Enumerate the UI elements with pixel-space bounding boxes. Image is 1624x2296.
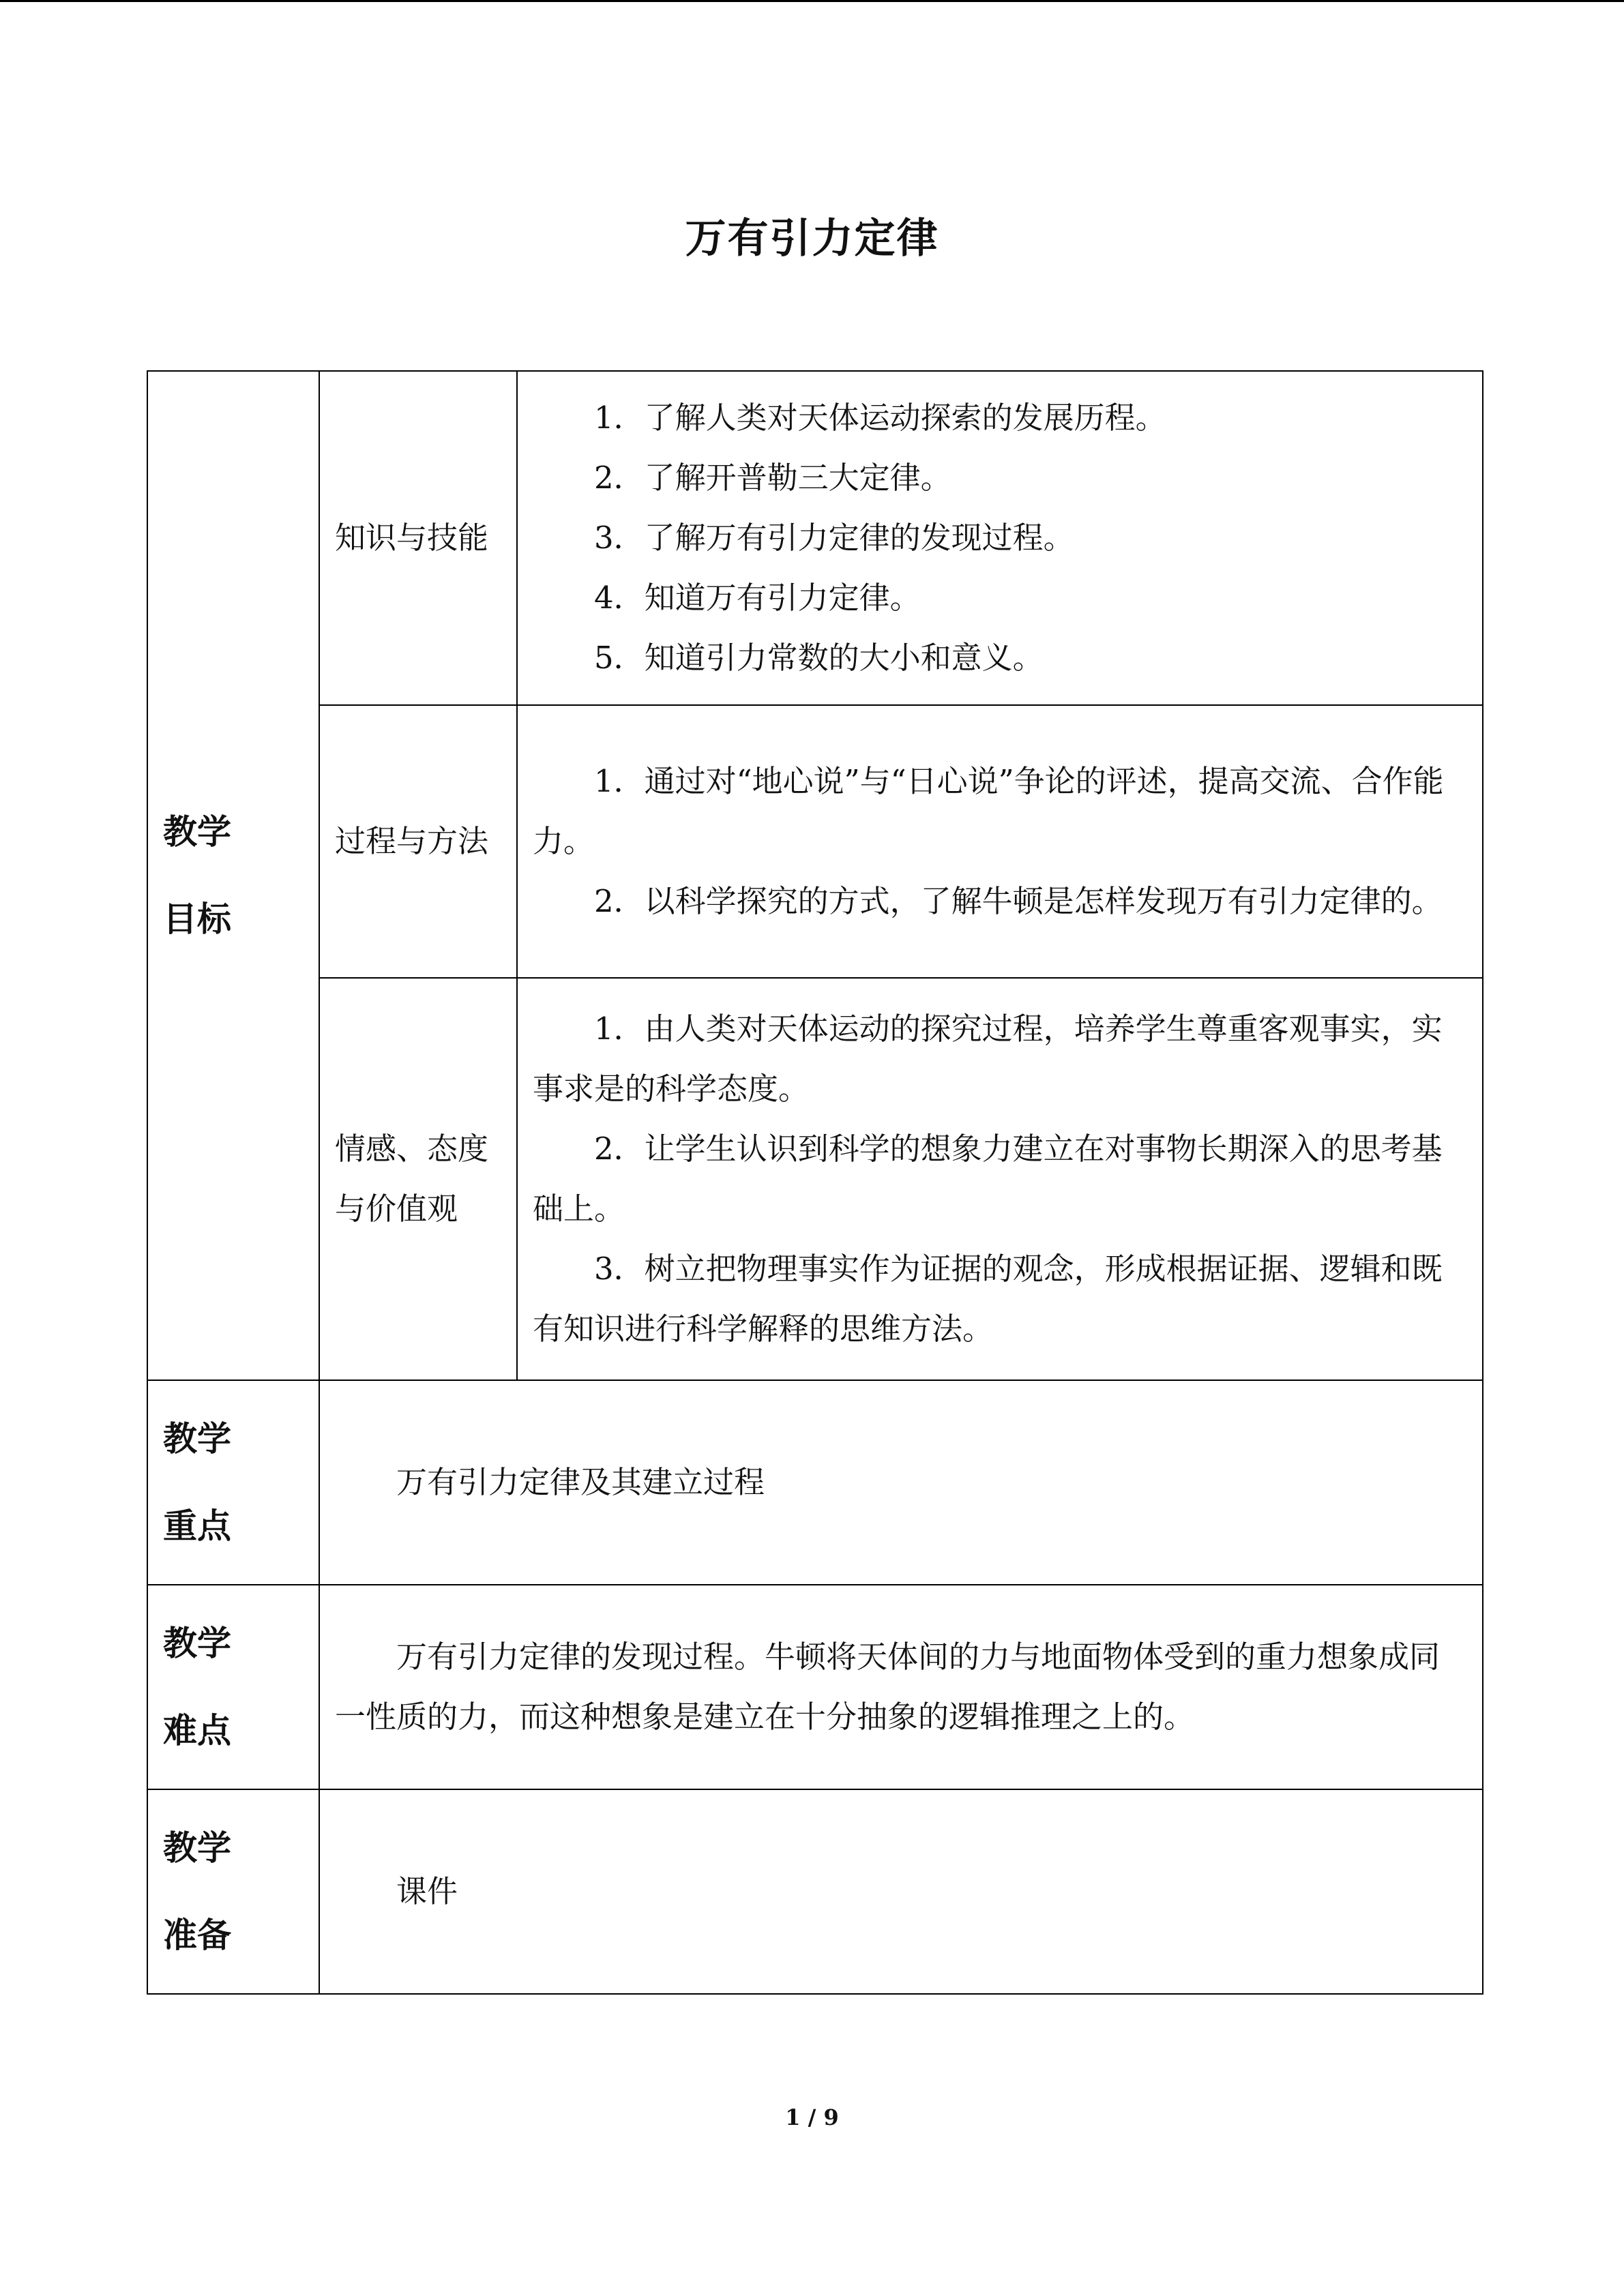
key-points-content: 万有引力定律及其建立过程 [319,1380,1483,1585]
knowledge-item: 5．知道引力常数的大小和意义。 [594,640,1044,676]
key-points-heading: 教学 重点 [147,1380,319,1585]
attitude-item: 1．由人类对天体运动的探究过程，培养学生尊重客观事实，实事求是的科学态度。 [533,1011,1443,1107]
knowledge-item: 2．了解开普勒三大定律。 [594,460,951,496]
attitude-label: 情感、态度 与价值观 [319,978,517,1380]
key-points-row [147,1380,1483,1585]
attitude-content [517,978,1483,1380]
difficulties-content: 万有引力定律的发现过程。牛顿将天体间的力与地面物体受到的重力想象成同一性质的力，而这种想象是建立在十分抽象的逻辑推理之上的。 [319,1585,1483,1789]
process-item: 2．以科学探究的方式，了解牛顿是怎样发现万有引力定律的。 [594,883,1443,919]
objectives-heading-line-1: 教学 [163,812,231,852]
knowledge-label: 知识与技能 [319,371,517,705]
objectives-heading [147,371,319,1380]
process-item: 1．通过对“地心说”与“日心说”争论的评述，提高交流、合作能力。 [533,763,1444,859]
attitude-item: 2．让学生认识到科学的想象力建立在对事物长期深入的思考基础上。 [533,1131,1443,1227]
objectives-heading-line-2: 目标 [163,899,231,939]
preparation-content: 课件 [319,1789,1483,1994]
knowledge-item: 1．了解人类对天体运动探索的发展历程。 [594,400,1166,436]
difficulties-heading: 教学 难点 [147,1585,319,1789]
attitude-item: 3．树立把物理事实作为证据的观念，形成根据证据、逻辑和既有知识进行科学解释的思维方法。 [533,1251,1443,1347]
process-content [517,705,1483,978]
top-border-line [0,0,1624,2]
knowledge-item: 3．了解万有引力定律的发现过程。 [594,520,1074,556]
knowledge-item: 4．知道万有引力定律。 [594,580,921,616]
preparation-row [147,1789,1483,1994]
objectives-attitude-row [147,978,1483,1380]
page-number: 1 / 9 [785,2104,839,2130]
preparation-heading: 教学 准备 [147,1789,319,1994]
objectives-knowledge-row [147,371,1483,705]
document-title: 万有引力定律 [685,215,939,263]
objectives-process-row [147,705,1483,978]
process-label: 过程与方法 [319,705,517,978]
knowledge-content [517,371,1483,705]
lesson-plan-table [147,370,1483,1995]
difficulties-row [147,1585,1483,1789]
